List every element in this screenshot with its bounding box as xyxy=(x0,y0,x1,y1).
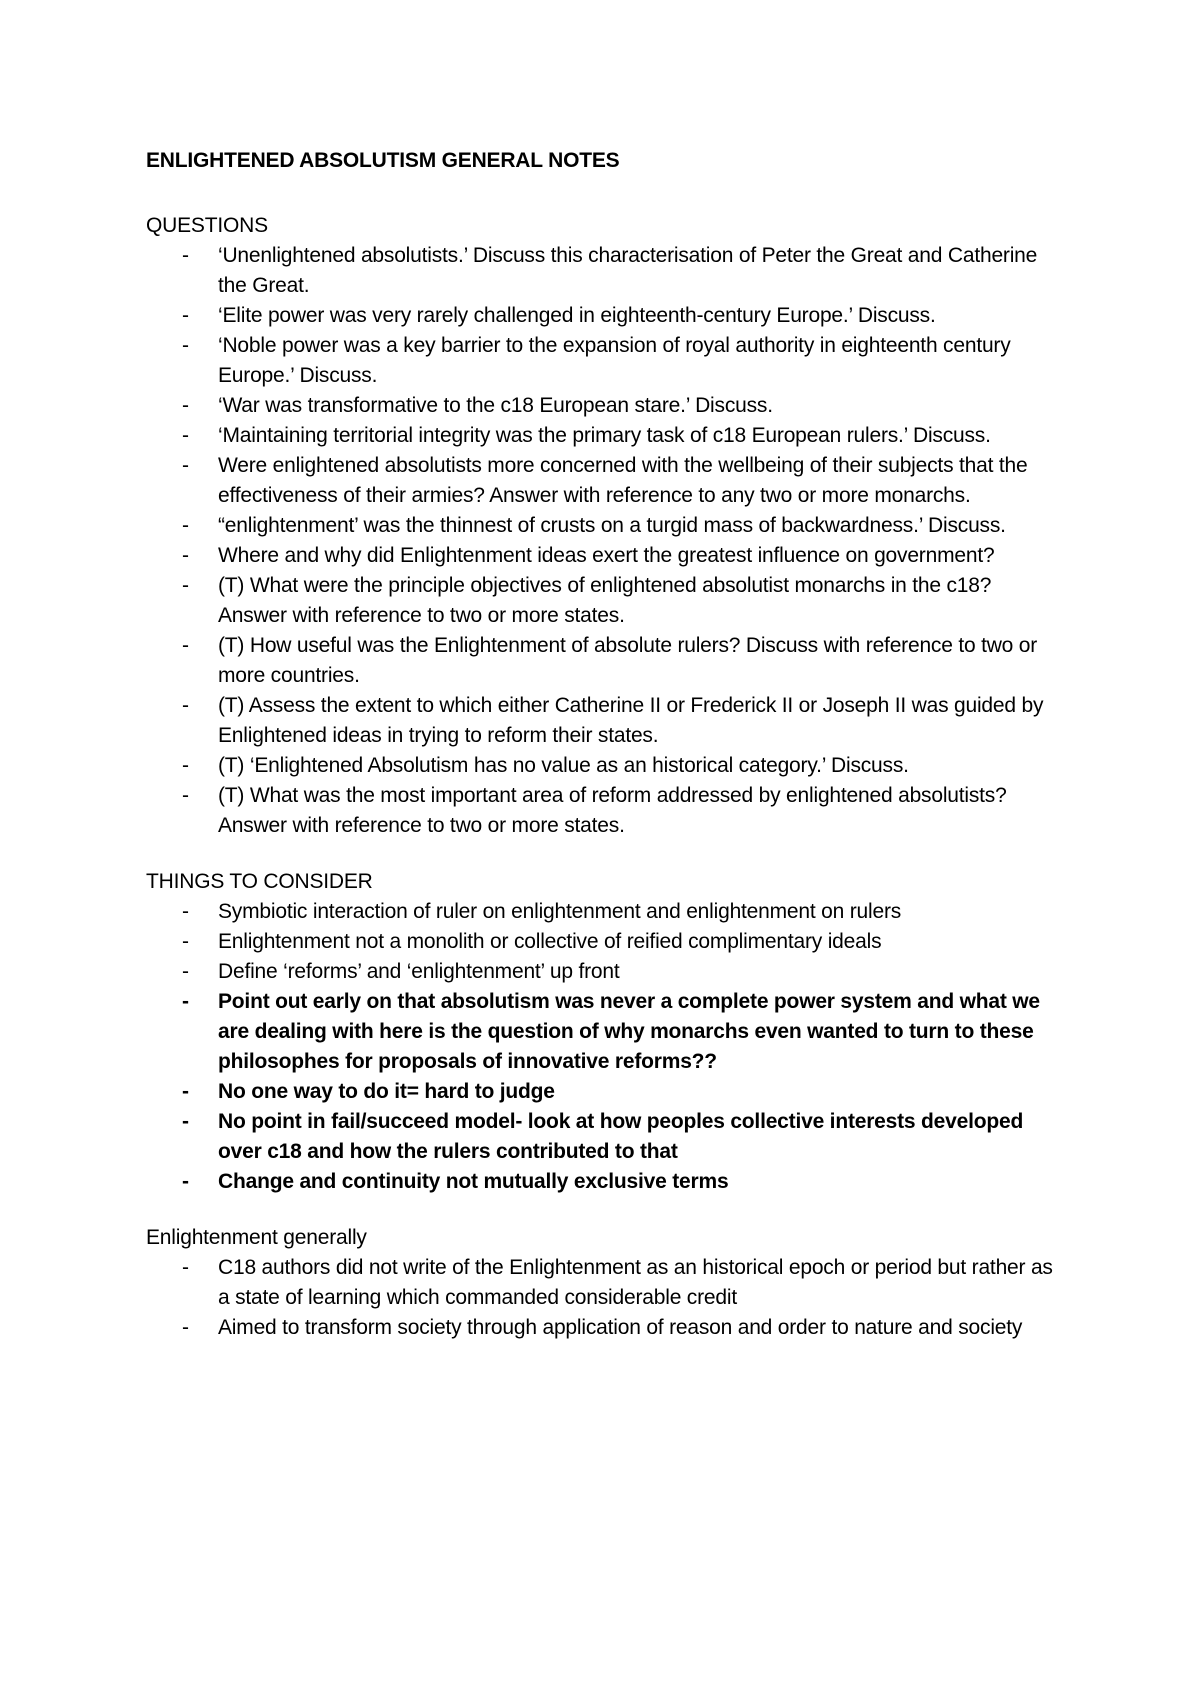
bullet-item xyxy=(146,391,1064,421)
bullet-marker: - xyxy=(182,1080,189,1103)
bullet-marker: - xyxy=(182,754,189,777)
bullet-text: Aimed to transform society through application of reason and order to nature and society xyxy=(218,1316,1023,1339)
bullet-text: Symbiotic interaction of ruler on enlightenment and enlightenment on rulers xyxy=(218,900,902,923)
bullet-marker: - xyxy=(182,694,189,717)
bullet-item xyxy=(146,301,1064,331)
bullet-marker: - xyxy=(182,784,189,807)
bullet-item xyxy=(146,957,1064,987)
bullet-item xyxy=(146,897,1064,927)
bullet-marker: - xyxy=(182,960,189,983)
bullet-list xyxy=(146,897,1064,1197)
bullet-marker: - xyxy=(182,930,189,953)
bullet-item xyxy=(146,541,1064,571)
bullet-text: ‘War was transformative to the c18 European stare.’ Discuss. xyxy=(218,394,773,417)
bullet-marker: - xyxy=(182,1256,189,1279)
bullet-marker: - xyxy=(182,1110,189,1133)
bullet-item xyxy=(146,691,1064,751)
bullet-text: Point out early on that absolutism was never a complete power system and what we are dealing with here is the question of why monarchs even wanted to turn to these philosophes for proposals of innovative reforms?? xyxy=(218,990,1040,1073)
bullet-marker: - xyxy=(182,634,189,657)
bullet-item xyxy=(146,1077,1064,1107)
bullet-item xyxy=(146,1313,1064,1343)
bullet-text: ‘Unenlightened absolutists.’ Discuss this characterisation of Peter the Great and Catherine the Great. xyxy=(218,244,1038,297)
section-2 xyxy=(146,1223,1064,1343)
bullet-text: ‘Maintaining territorial integrity was the primary task of c18 European rulers.’ Discuss. xyxy=(218,424,991,447)
bullet-marker: - xyxy=(182,900,189,923)
bullet-item xyxy=(146,421,1064,451)
bullet-marker: - xyxy=(182,990,189,1013)
section-heading: QUESTIONS xyxy=(146,214,268,237)
sections-container xyxy=(146,211,1064,1343)
bullet-marker: - xyxy=(182,394,189,417)
section-1 xyxy=(146,867,1064,1197)
page-content xyxy=(146,146,1064,1343)
bullet-text: No one way to do it= hard to judge xyxy=(218,1080,555,1103)
bullet-marker: - xyxy=(182,244,189,267)
section-heading: Enlightenment generally xyxy=(146,1226,367,1249)
bullet-list xyxy=(146,1253,1064,1343)
bullet-marker: - xyxy=(182,574,189,597)
bullet-marker: - xyxy=(182,424,189,447)
bullet-text: ‘Elite power was very rarely challenged in eighteenth-century Europe.’ Discuss. xyxy=(218,304,936,327)
bullet-item xyxy=(146,511,1064,541)
bullet-item xyxy=(146,451,1064,511)
bullet-text: “enlightenment’ was the thinnest of crusts on a turgid mass of backwardness.’ Discuss. xyxy=(218,514,1006,537)
bullet-marker: - xyxy=(182,544,189,567)
bullet-marker: - xyxy=(182,514,189,537)
bullet-marker: - xyxy=(182,1316,189,1339)
bullet-text: (T) How useful was the Enlightenment of absolute rulers? Discuss with reference to two or more countries. xyxy=(218,634,1038,687)
bullet-text: (T) What were the principle objectives of enlightened absolutist monarchs in the c18? Answer with reference to two or more states. xyxy=(218,574,992,627)
bullet-item xyxy=(146,751,1064,781)
bullet-text: ‘Noble power was a key barrier to the expansion of royal authority in eighteenth century Europe.’ Discuss. xyxy=(218,334,1011,387)
document-title: ENLIGHTENED ABSOLUTISM GENERAL NOTES xyxy=(146,149,620,172)
bullet-item xyxy=(146,781,1064,841)
bullet-text: No point in fail/succeed model- look at how peoples collective interests developed over c18 and how the rulers contributed to that xyxy=(218,1110,1024,1163)
section-heading: THINGS TO CONSIDER xyxy=(146,870,373,893)
bullet-text: Define ‘reforms’ and ‘enlightenment’ up front xyxy=(218,960,620,983)
bullet-item xyxy=(146,1253,1064,1313)
bullet-item xyxy=(146,571,1064,631)
bullet-item xyxy=(146,927,1064,957)
bullet-text: (T) ‘Enlightened Absolutism has no value as an historical category.’ Discuss. xyxy=(218,754,909,777)
bullet-item xyxy=(146,241,1064,301)
bullet-marker: - xyxy=(182,334,189,357)
bullet-marker: - xyxy=(182,1170,189,1193)
section-0 xyxy=(146,211,1064,841)
bullet-item xyxy=(146,1107,1064,1167)
bullet-item xyxy=(146,631,1064,691)
bullet-text: Change and continuity not mutually exclusive terms xyxy=(218,1170,729,1193)
bullet-text: (T) Assess the extent to which either Catherine II or Frederick II or Joseph II was guided by Enlightened ideas in trying to reform their states. xyxy=(218,694,1044,747)
bullet-text: (T) What was the most important area of reform addressed by enlightened absolutists? Answer with reference to two or more states. xyxy=(218,784,1007,837)
bullet-text: Enlightenment not a monolith or collective of reified complimentary ideals xyxy=(218,930,882,953)
bullet-text: C18 authors did not write of the Enlightenment as an historical epoch or period but rather as a state of learning which commanded considerable credit xyxy=(218,1256,1053,1309)
bullet-text: Where and why did Enlightenment ideas exert the greatest influence on government? xyxy=(218,544,995,567)
bullet-item xyxy=(146,1167,1064,1197)
bullet-marker: - xyxy=(182,454,189,477)
bullet-text: Were enlightened absolutists more concerned with the wellbeing of their subjects that the effectiveness of their armies? Answer with reference to any two or more monarchs. xyxy=(218,454,1028,507)
bullet-list xyxy=(146,241,1064,841)
bullet-marker: - xyxy=(182,304,189,327)
bullet-item xyxy=(146,987,1064,1077)
bullet-item xyxy=(146,331,1064,391)
